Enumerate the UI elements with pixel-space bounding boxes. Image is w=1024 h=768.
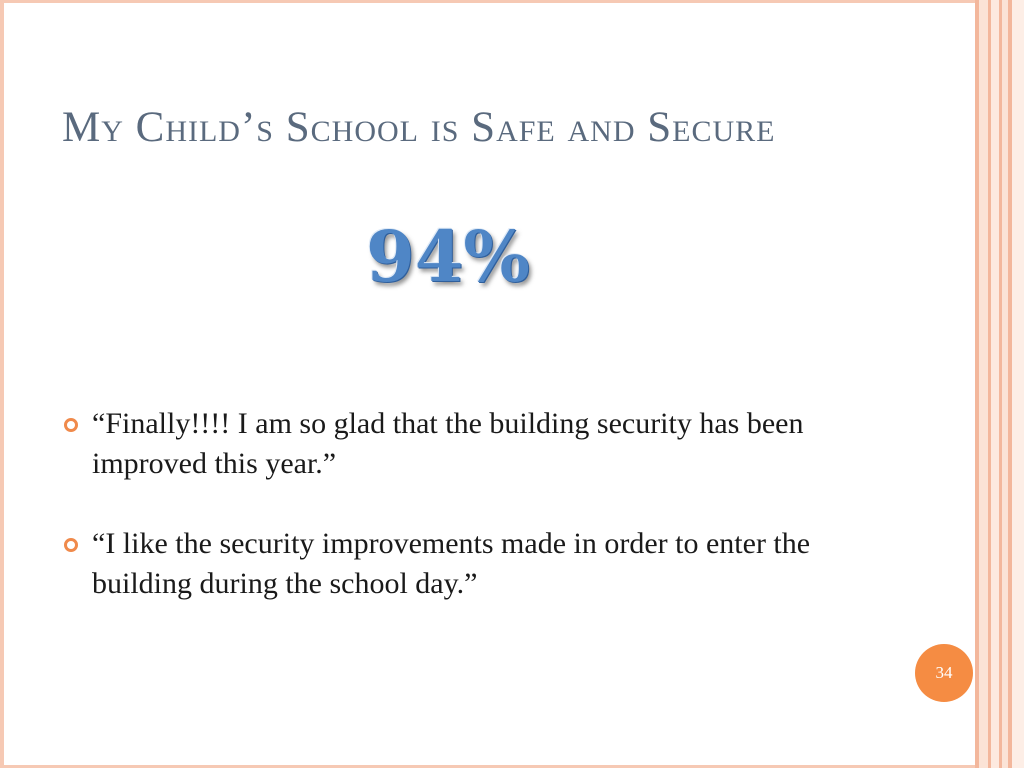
page-number: 34 bbox=[935, 663, 953, 682]
hollow-circle-bullet-icon bbox=[64, 418, 78, 432]
slide-title: My Child’s School is Safe and Secure bbox=[62, 104, 776, 151]
frame-top-border bbox=[0, 0, 980, 3]
frame-left-border bbox=[0, 0, 4, 768]
quote-item bbox=[62, 524, 862, 604]
decorative-side-stripe bbox=[1012, 0, 1024, 768]
quote-item bbox=[62, 404, 862, 484]
page-number-badge bbox=[915, 644, 973, 702]
quote-list bbox=[62, 404, 862, 644]
decorative-side-stripe bbox=[991, 0, 999, 768]
decorative-side-stripe bbox=[979, 0, 988, 768]
quote-text: “I like the security improvements made in order to enter the building during the school day.” bbox=[92, 527, 811, 600]
hollow-circle-bullet-icon bbox=[64, 538, 78, 552]
percentage-stat: 94% bbox=[366, 215, 530, 298]
quote-text: “Finally!!!! I am so glad that the building security has been improved this year.” bbox=[92, 407, 804, 480]
